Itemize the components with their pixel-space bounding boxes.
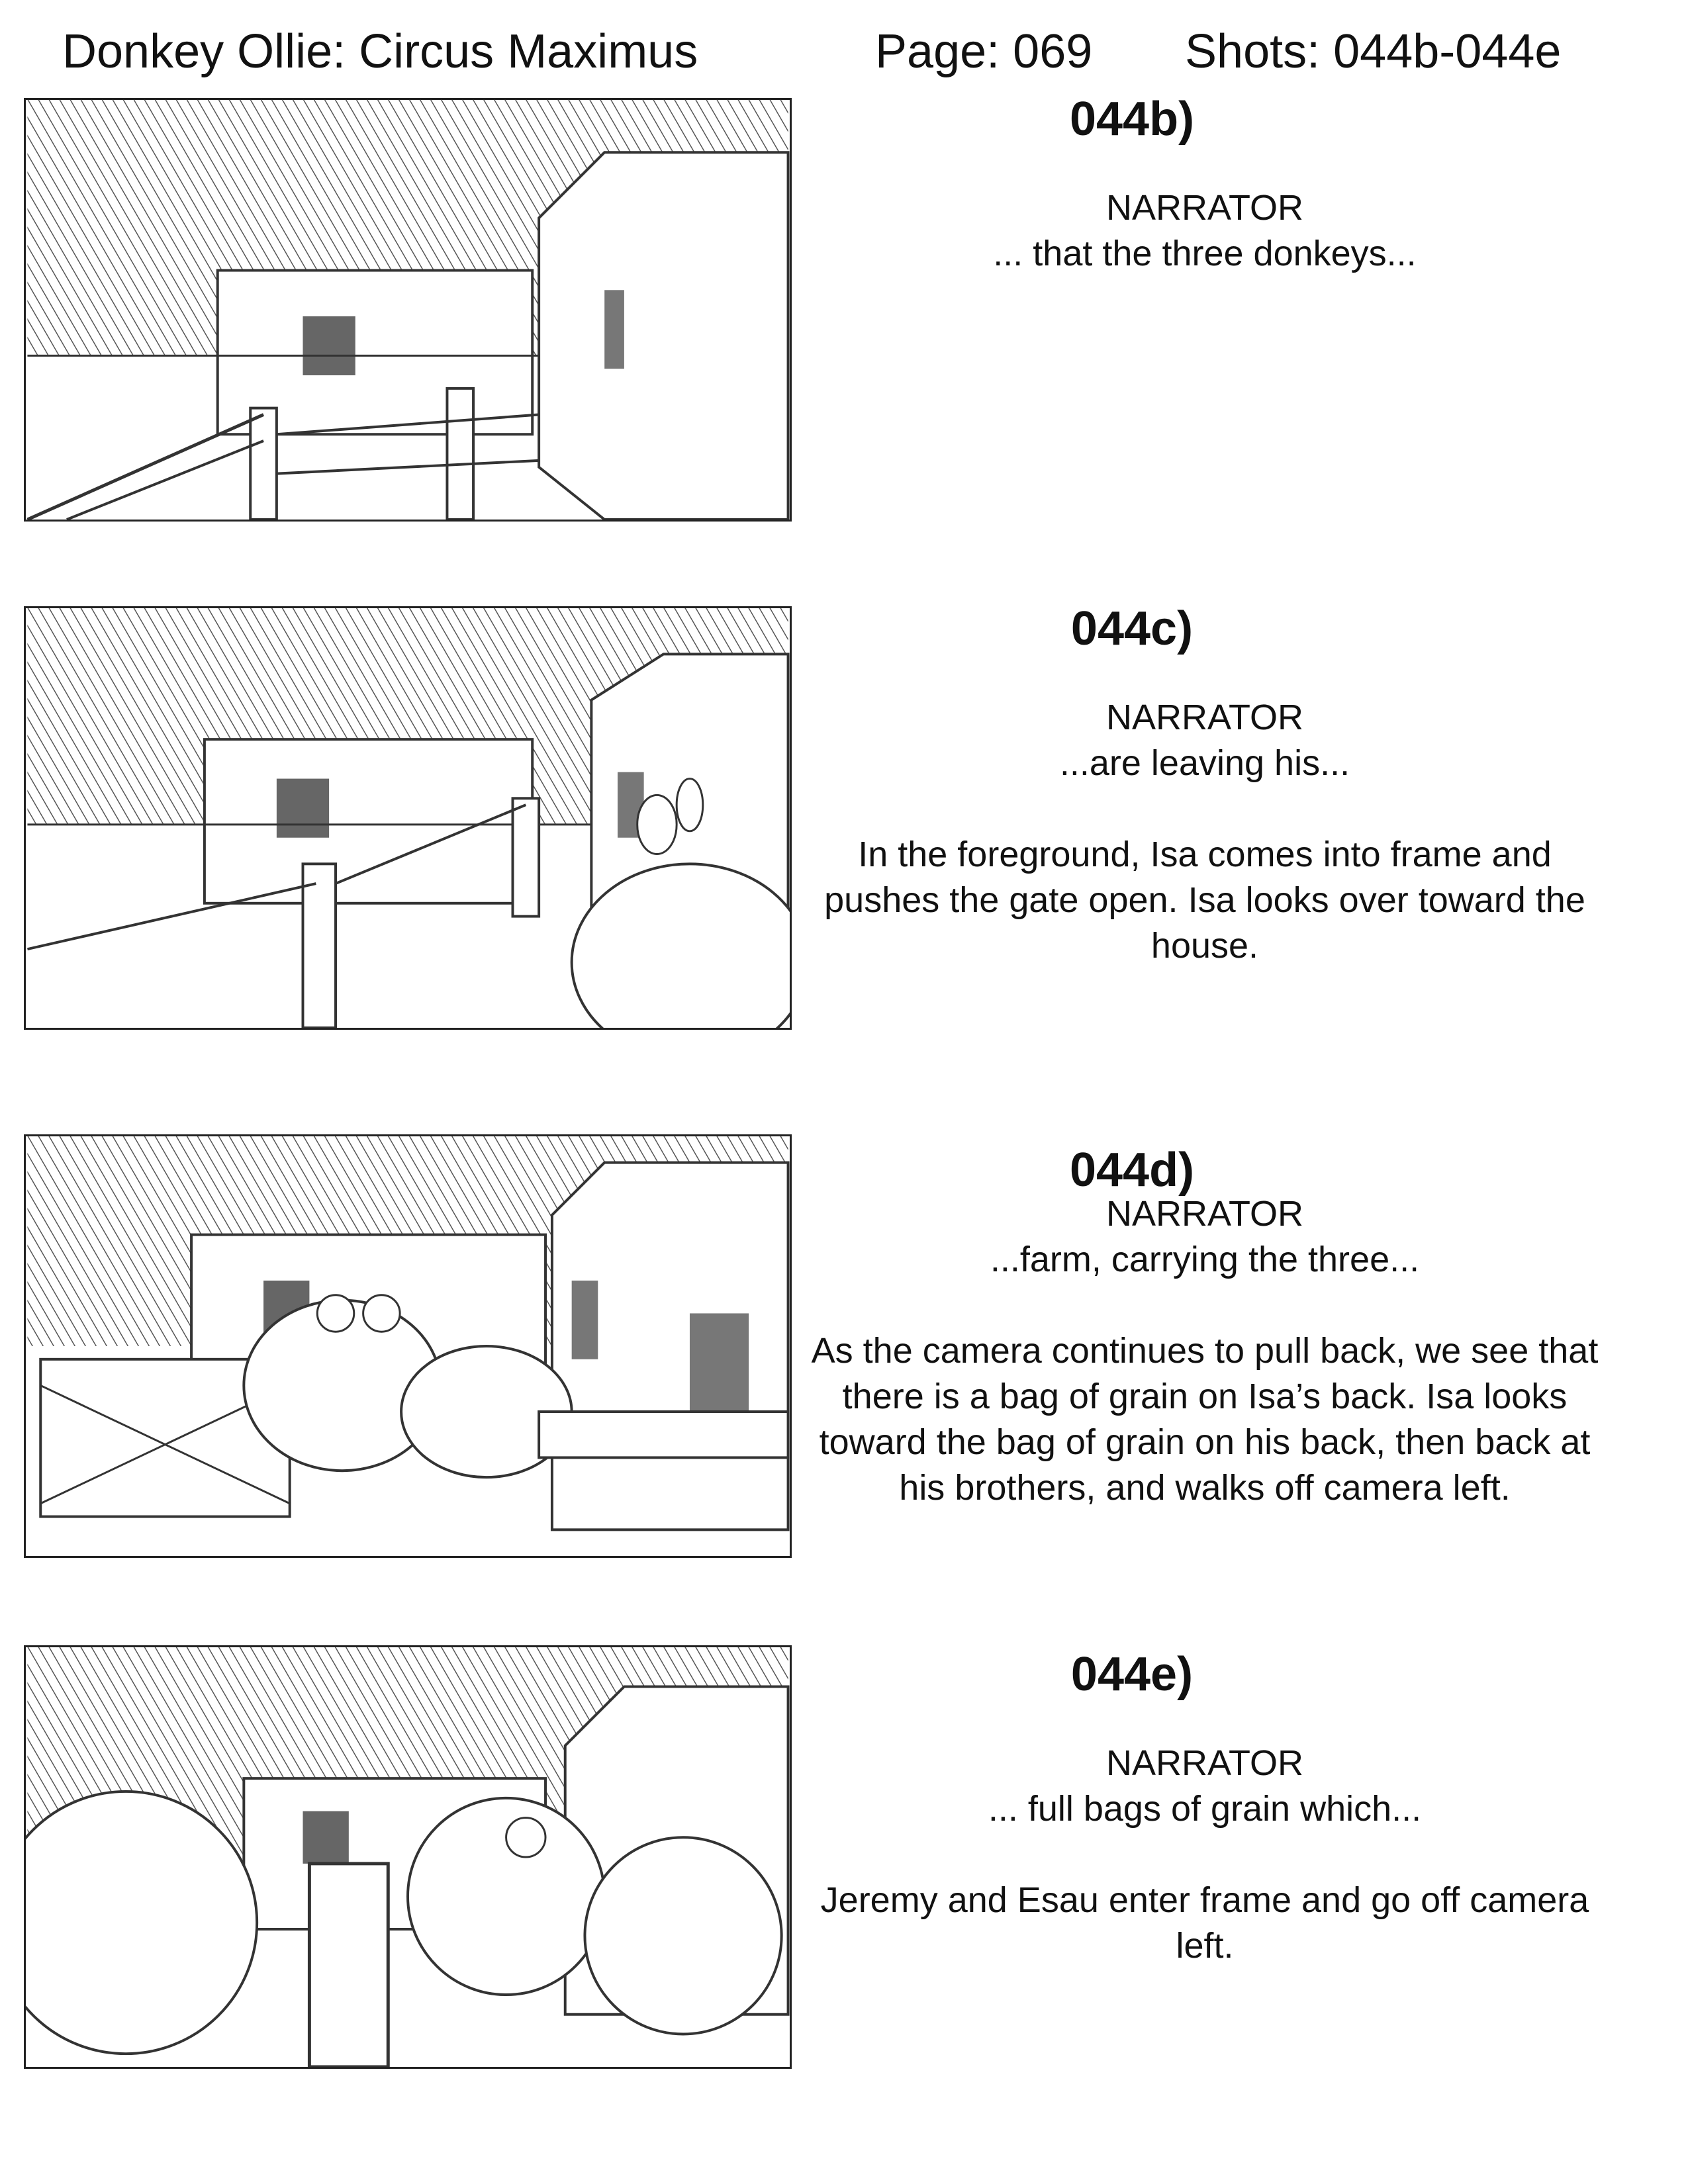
page-title: Donkey Ollie: Circus Maximus xyxy=(62,25,698,78)
storyboard-panel-044b xyxy=(24,98,792,522)
page-number: Page: 069 xyxy=(875,25,1093,78)
storyboard-panel-044e xyxy=(24,1645,792,2069)
sketch-jeremy-and-esau xyxy=(26,1647,790,2067)
action-description: Jeremy and Esau enter frame and go off camera left. xyxy=(820,1880,1589,1966)
shot-range: Shots: 044b-044e xyxy=(1185,25,1562,78)
sketch-isa-with-grain-bag xyxy=(26,1136,790,1556)
storyboard-panel-044d xyxy=(24,1134,792,1558)
dialogue-line: ...farm, carrying the three... xyxy=(990,1240,1420,1279)
sketch-isa-at-gate xyxy=(26,608,790,1028)
storyboard-panel-044c xyxy=(24,606,792,1030)
speaker-name: NARRATOR xyxy=(1105,698,1304,737)
dialogue-line: ... full bags of grain which... xyxy=(988,1789,1422,1829)
shot-text-044e xyxy=(808,1741,1602,1969)
dialogue-line: ... that the three donkeys... xyxy=(993,234,1417,273)
speaker-name: NARRATOR xyxy=(1105,188,1304,228)
speaker-name: NARRATOR xyxy=(1105,1743,1304,1783)
shot-label-044b: 044b) xyxy=(1069,93,1195,146)
shot-text-044b xyxy=(808,185,1602,277)
dialogue-line: ...are leaving his... xyxy=(1059,743,1350,783)
shot-label-044d: 044d) xyxy=(1069,1144,1195,1197)
action-description: As the camera continues to pull back, we see that there is a bag of grain on Isa’s back. Isa looks toward the bag of grain on his back, then back at his brothers, and walks off camera left. xyxy=(811,1331,1599,1508)
speaker-name: NARRATOR xyxy=(1105,1194,1304,1234)
sketch-farm-fence xyxy=(26,100,790,520)
shot-label-044e: 044e) xyxy=(1070,1648,1194,1701)
shot-text-044c xyxy=(808,695,1602,969)
action-description: In the foreground, Isa comes into frame and pushes the gate open. Isa looks over toward the house. xyxy=(824,835,1585,966)
shot-label-044c: 044c) xyxy=(1070,602,1194,655)
shot-text-044d xyxy=(808,1191,1602,1511)
